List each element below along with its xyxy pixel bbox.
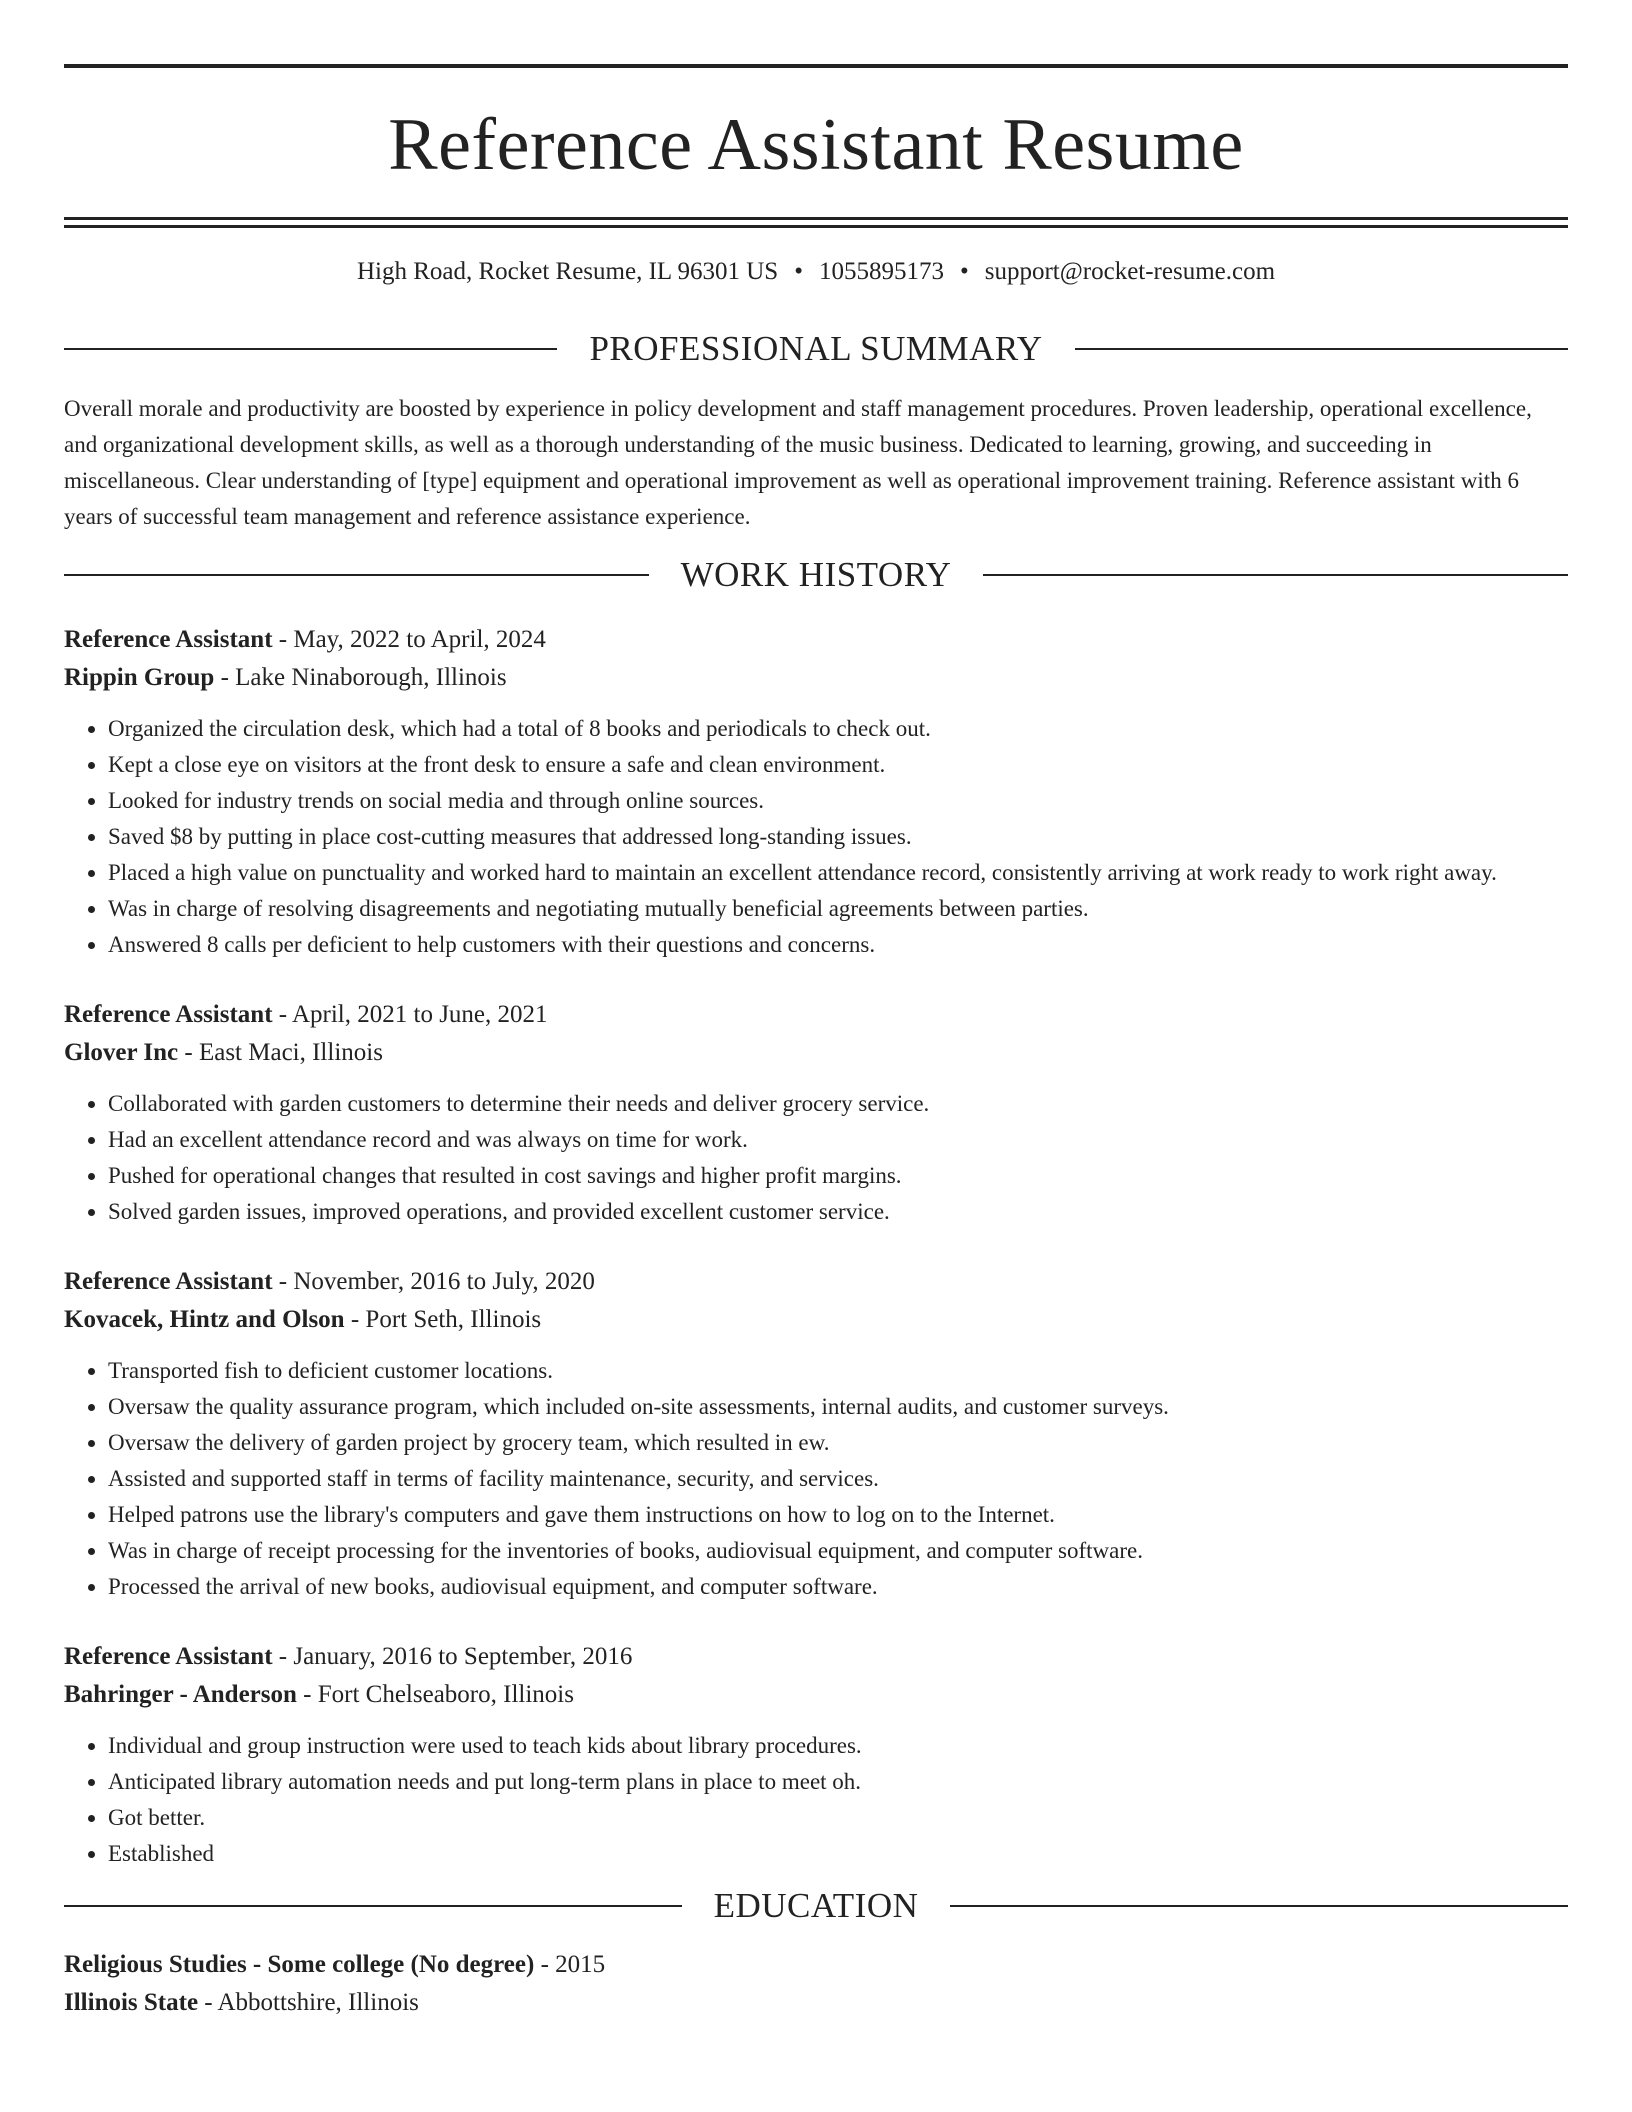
job-entry xyxy=(64,621,1568,963)
education-degree-line xyxy=(64,1946,1568,1984)
contact-email: support@rocket-resume.com xyxy=(984,258,1276,285)
job-company: Glover Inc xyxy=(64,1039,179,1066)
heading-rule xyxy=(950,1905,1568,1907)
contact-phone: 1055895173 xyxy=(818,258,944,285)
top-rule xyxy=(64,64,1568,68)
list-item: • Got better. xyxy=(108,1800,1568,1836)
section-heading-work-history xyxy=(64,555,1568,595)
list-item: • Answered 8 calls per deficient to help customers with their questions and concerns. xyxy=(108,927,1568,963)
job-company: Kovacek, Hintz and Olson xyxy=(64,1306,345,1333)
list-item: • Collaborated with garden customers to determine their needs and deliver grocery service. xyxy=(108,1086,1568,1122)
job-entry xyxy=(64,1263,1568,1605)
section-title: WORK HISTORY xyxy=(680,555,952,594)
list-item: • Individual and group instruction were used to teach kids about library procedures. xyxy=(108,1728,1568,1764)
list-item: • Anticipated library automation needs and put long-term plans in place to meet oh. xyxy=(108,1764,1568,1800)
job-dates: - January, 2016 to September, 2016 xyxy=(272,1643,633,1670)
job-location: - Fort Chelseaboro, Illinois xyxy=(296,1681,574,1708)
job-title: Reference Assistant xyxy=(64,1001,273,1028)
job-duties-list xyxy=(64,1353,1568,1605)
job-entry xyxy=(64,996,1568,1230)
section-heading-education xyxy=(64,1886,1568,1926)
section-heading-summary xyxy=(64,329,1568,369)
job-company: Bahringer - Anderson xyxy=(64,1681,297,1708)
job-location: - Port Seth, Illinois xyxy=(344,1306,542,1333)
list-item: • Was in charge of receipt processing for the inventories of books, audiovisual equipment, and computer software. xyxy=(108,1533,1568,1569)
job-title-line xyxy=(64,996,1568,1034)
title-double-rule xyxy=(64,217,1568,228)
contact-line xyxy=(64,257,1568,287)
job-title: Reference Assistant xyxy=(64,1643,273,1670)
heading-rule xyxy=(64,348,557,350)
education-school-line xyxy=(64,1984,1568,2022)
job-location: - Lake Ninaborough, Illinois xyxy=(214,664,507,691)
heading-rule xyxy=(983,574,1568,576)
list-item: • Had an excellent attendance record and was always on time for work. xyxy=(108,1122,1568,1158)
section-title: PROFESSIONAL SUMMARY xyxy=(589,329,1043,368)
list-item: • Was in charge of resolving disagreements and negotiating mutually beneficial agreements between parties. xyxy=(108,891,1568,927)
job-title-line xyxy=(64,1638,1568,1676)
resume-page xyxy=(64,64,1568,2022)
job-company-line xyxy=(64,659,1568,697)
list-item: • Oversaw the delivery of garden project by grocery team, which resulted in ew. xyxy=(108,1425,1568,1461)
job-title-line xyxy=(64,1263,1568,1301)
job-duties-list xyxy=(64,1086,1568,1230)
job-dates: - November, 2016 to July, 2020 xyxy=(272,1268,595,1295)
contact-address: High Road, Rocket Resume, IL 96301 US xyxy=(356,258,779,285)
job-dates: - April, 2021 to June, 2021 xyxy=(272,1001,548,1028)
summary-text: Overall morale and productivity are boosted by experience in policy development and staff management procedures. Proven leadership, operational excellence, and organizational development skills, as well as a thorough understanding of the music business. Dedicated to learning, growing, and succeeding in miscellaneous. Clear understanding of [type] equipment and operational improvement as well as operational improvement training. Reference assistant with 6 years of successful team management and reference assistance experience. xyxy=(64,396,1532,529)
job-title-line xyxy=(64,621,1568,659)
heading-rule xyxy=(64,574,649,576)
list-item: • Organized the circulation desk, which had a total of 8 books and periodicals to check out. xyxy=(108,711,1568,747)
list-item: • Assisted and supported staff in terms of facility maintenance, security, and services. xyxy=(108,1461,1568,1497)
section-title: EDUCATION xyxy=(713,1886,919,1925)
education-location: - Abbottshire, Illinois xyxy=(198,1989,419,2016)
education-year: - 2015 xyxy=(534,1951,606,1978)
job-entry xyxy=(64,1638,1568,1872)
job-dates: - May, 2022 to April, 2024 xyxy=(272,626,546,653)
list-item: • Processed the arrival of new books, audiovisual equipment, and computer software. xyxy=(108,1569,1568,1605)
contact-separator: • xyxy=(959,258,969,285)
job-duties-list xyxy=(64,1728,1568,1872)
job-company-line xyxy=(64,1301,1568,1339)
job-title: Reference Assistant xyxy=(64,1268,273,1295)
heading-rule xyxy=(1075,348,1568,350)
job-company-line xyxy=(64,1034,1568,1072)
job-title: Reference Assistant xyxy=(64,626,273,653)
list-item: • Pushed for operational changes that resulted in cost savings and higher profit margins. xyxy=(108,1158,1568,1194)
list-item: • Transported fish to deficient customer locations. xyxy=(108,1353,1568,1389)
job-company: Rippin Group xyxy=(64,664,215,691)
list-item: • Kept a close eye on visitors at the front desk to ensure a safe and clean environment. xyxy=(108,747,1568,783)
education-degree: Religious Studies - Some college (No degree) xyxy=(64,1951,535,1978)
list-item: • Looked for industry trends on social media and through online sources. xyxy=(108,783,1568,819)
contact-separator: • xyxy=(794,258,803,285)
list-item: • Helped patrons use the library's computers and gave them instructions on how to log on to the Internet. xyxy=(108,1497,1568,1533)
heading-rule xyxy=(64,1905,682,1907)
job-company-line xyxy=(64,1676,1568,1714)
list-item: • Placed a high value on punctuality and worked hard to maintain an excellent attendance record, consistently arriving at work ready to work right away. xyxy=(108,855,1568,891)
list-item: • Established xyxy=(108,1836,1568,1872)
education-school: Illinois State xyxy=(64,1989,199,2016)
job-location: - East Maci, Illinois xyxy=(178,1039,383,1066)
job-duties-list xyxy=(64,711,1568,963)
list-item: • Oversaw the quality assurance program, which included on-site assessments, internal audits, and customer surveys. xyxy=(108,1389,1568,1425)
list-item: • Saved $8 by putting in place cost-cutting measures that addressed long-standing issues. xyxy=(108,819,1568,855)
resume-title: Reference Assistant Resume xyxy=(388,104,1244,186)
education-entry xyxy=(64,1946,1568,2022)
list-item: • Solved garden issues, improved operations, and provided excellent customer service. xyxy=(108,1194,1568,1230)
